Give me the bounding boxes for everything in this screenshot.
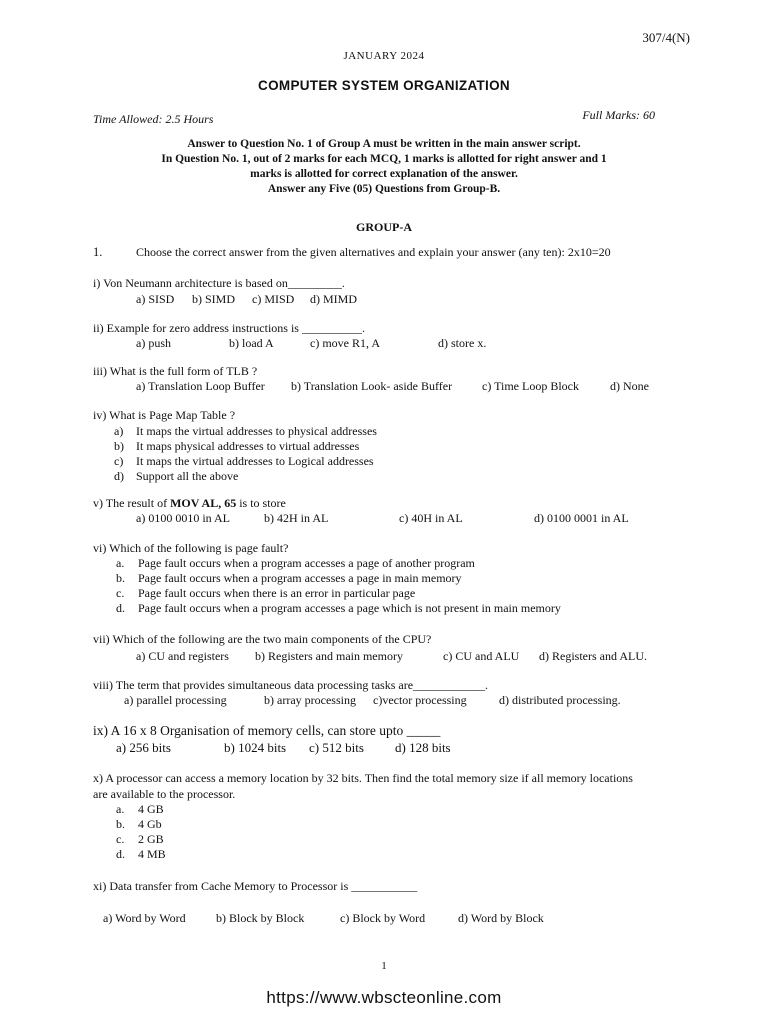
instruction-line: Answer any Five (05) Questions from Group-B. [267,183,501,195]
options-list [114,424,377,484]
question-x-continued: are available to the processor. [93,787,236,801]
option: d) 128 bits [395,740,451,755]
option: c. Page fault occurs when there is an error in particular page [116,586,416,600]
option: c) Block by Word [340,911,426,925]
option: d) store x. [438,336,487,350]
option: a) SISD [136,292,175,306]
option: d) 0100 0001 in AL [534,511,629,525]
question-ii: ii) Example for zero address instructions is __________. [93,321,365,335]
option: a. 4 GB [116,802,164,816]
page-number: 1 [381,960,387,972]
option: b) Block by Block [216,911,305,925]
option: b) 1024 bits [224,740,287,755]
question-v: v) The result of MOV AL, 65 is to store [93,496,286,510]
option: a) 256 bits [116,740,171,755]
paper-code: 307/4(N) [642,30,690,45]
option: b) Registers and main memory [255,649,403,663]
website-url[interactable]: https://www.wbscteonline.com [266,988,502,1007]
options-list [116,802,166,862]
option: b. 4 Gb [116,817,162,831]
instruction-line: Answer to Question No. 1 of Group A must be written in the main answer script. [187,138,581,150]
option: d) Word by Block [458,911,544,925]
option: c. 2 GB [116,832,164,846]
instruction-line: In Question No. 1, out of 2 marks for each MCQ, 1 marks is allotted for right answer and 1 [161,153,607,165]
question-number: 1. [93,245,103,259]
full-marks: Full Marks: 60 [582,108,655,122]
option: d) MIMD [310,292,357,306]
option: c) It maps the virtual addresses to Logical addresses [114,454,374,468]
option: a) push [136,336,171,350]
question-i: i) Von Neumann architecture is based on_________. [93,276,345,290]
option: a) Word by Word [103,911,186,925]
paper-title: COMPUTER SYSTEM ORGANIZATION [258,78,510,93]
question-vii: vii) Which of the following are the two main components of the CPU? [93,632,432,646]
option: b) array processing [264,693,356,707]
option: d) distributed processing. [499,693,621,707]
option: a) CU and registers [136,649,229,663]
option: b) Translation Look- aside Buffer [291,379,453,393]
option: a. Page fault occurs when a program accesses a page of another program [116,556,475,570]
instruction-line: marks is allotted for correct explanation of the answer. [250,168,518,180]
option: c) Time Loop Block [482,379,580,393]
question-xi: xi) Data transfer from Cache Memory to Processor is ___________ [93,879,418,893]
question-iv: iv) What is Page Map Table ? [93,408,236,422]
question-viii: viii) The term that provides simultaneous data processing tasks are____________. [93,678,489,692]
option: d) None [610,379,649,393]
question-x: x) A processor can access a memory location by 32 bits. Then find the total memory size if all memory locations [93,771,633,785]
option: b) It maps physical addresses to virtual addresses [114,439,360,453]
option: a) It maps the virtual addresses to physical addresses [114,424,377,438]
option: b) load A [229,336,274,350]
option: c) MISD [252,292,295,306]
time-allowed: Time Allowed: 2.5 Hours [93,112,214,126]
instructions [0,137,768,197]
option: a) Translation Loop Buffer [136,379,265,393]
option: a) 0100 0010 in AL [136,511,230,525]
option: b. Page fault occurs when a program accesses a page in main memory [116,571,462,585]
question-vi: vi) Which of the following is page fault? [93,541,289,555]
option: c) move R1, A [310,336,380,350]
option: c) CU and ALU [443,649,520,663]
group-heading: GROUP-A [356,220,412,234]
option: b) 42H in AL [264,511,329,525]
option: c) 40H in AL [399,511,463,525]
option: d) Registers and ALU. [539,649,647,663]
question-ix: ix) A 16 x 8 Organisation of memory cells, can store upto _____ [93,723,441,738]
option: a) parallel processing [124,693,227,707]
option: d) Support all the above [114,469,239,483]
option: d. 4 MB [116,847,166,861]
option: c) 512 bits [309,740,364,755]
option: d. Page fault occurs when a program accesses a page which is not present in main memory [116,601,561,615]
question-instruction: Choose the correct answer from the given alternatives and explain your answer (any ten): 2x10=20 [136,245,611,259]
options-list [116,556,561,616]
exam-month: JANUARY 2024 [343,50,425,62]
option: b) SIMD [192,292,236,306]
question-iii: iii) What is the full form of TLB ? [93,364,258,378]
option: c)vector processing [373,693,467,707]
